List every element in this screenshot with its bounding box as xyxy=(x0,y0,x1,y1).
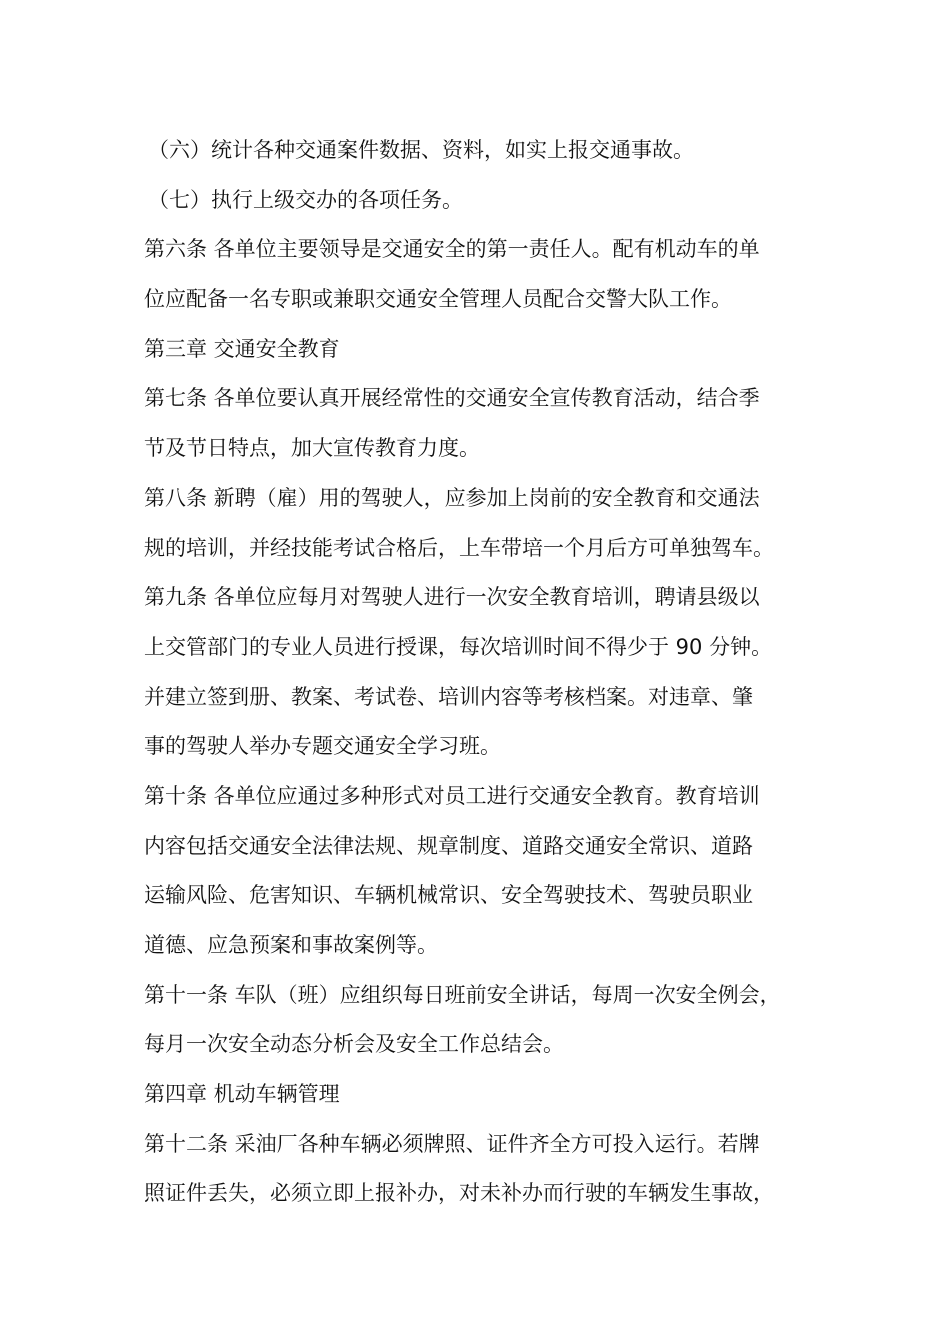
text-line-item-7: （七）执行上级交办的各项任务。 xyxy=(148,187,463,212)
text-line-article-10: 第十条 各单位应通过多种形式对员工进行交通安全教育。教育培训 xyxy=(144,783,760,808)
text-line-article-8-cont: 规的培训，并经技能考试合格后，上车带培一个月后方可单独驾车。 xyxy=(144,535,774,560)
text-line-article-6: 第六条 各单位主要领导是交通安全的第一责任人。配有机动车的单 xyxy=(144,237,760,262)
text-line-article-10-cont-2: 运输风险、危害知识、车辆机械常识、安全驾驶技术、驾驶员职业 xyxy=(144,883,753,908)
text-line-article-12: 第十二条 采油厂各种车辆必须牌照、证件齐全方可投入运行。若牌 xyxy=(144,1131,760,1156)
text-line-article-10-cont-1: 内容包括交通安全法律法规、规章制度、道路交通安全常识、道路 xyxy=(144,833,753,858)
chapter-heading-3: 第三章 交通安全教育 xyxy=(144,336,340,361)
document-body xyxy=(144,126,834,1219)
text-line-item-6: （六）统计各种交通案件数据、资料，如实上报交通事故。 xyxy=(148,138,694,162)
text-line-article-11: 第十一条 车队（班）应组织每日班前安全讲话，每周一次安全例会， xyxy=(144,982,781,1007)
text-line-article-12-cont: 照证件丢失，必须立即上报补办，对未补办而行驶的车辆发生事故， xyxy=(144,1181,774,1206)
text-line-article-9-cont-2: 并建立签到册、教案、考试卷、培训内容等考核档案。对违章、肇 xyxy=(144,684,753,709)
chapter-heading-4: 第四章 机动车辆管理 xyxy=(144,1082,340,1107)
text-line-article-9-cont-1: 上交管部门的专业人员进行授课，每次培训时间不得少于 90 分钟。 xyxy=(144,634,773,659)
text-line-article-9: 第九条 各单位应每月对驾驶人进行一次安全教育培训，聘请县级以 xyxy=(144,585,760,610)
text-line-article-6-cont: 位应配备一名专职或兼职交通安全管理人员配合交警大队工作。 xyxy=(144,287,732,312)
text-line-article-10-cont-3: 道德、应急预案和事故案例等。 xyxy=(144,933,438,957)
text-line-article-7-cont: 节及节日特点，加大宣传教育力度。 xyxy=(144,436,480,461)
text-line-article-11-cont: 每月一次安全动态分析会及安全工作总结会。 xyxy=(144,1032,564,1057)
text-line-article-9-cont-3: 事的驾驶人举办专题交通安全学习班。 xyxy=(144,734,501,759)
text-line-article-8: 第八条 新聘（雇）用的驾驶人，应参加上岗前的安全教育和交通法 xyxy=(144,485,760,510)
text-line-article-7: 第七条 各单位要认真开展经常性的交通安全宣传教育活动，结合季 xyxy=(144,386,760,411)
